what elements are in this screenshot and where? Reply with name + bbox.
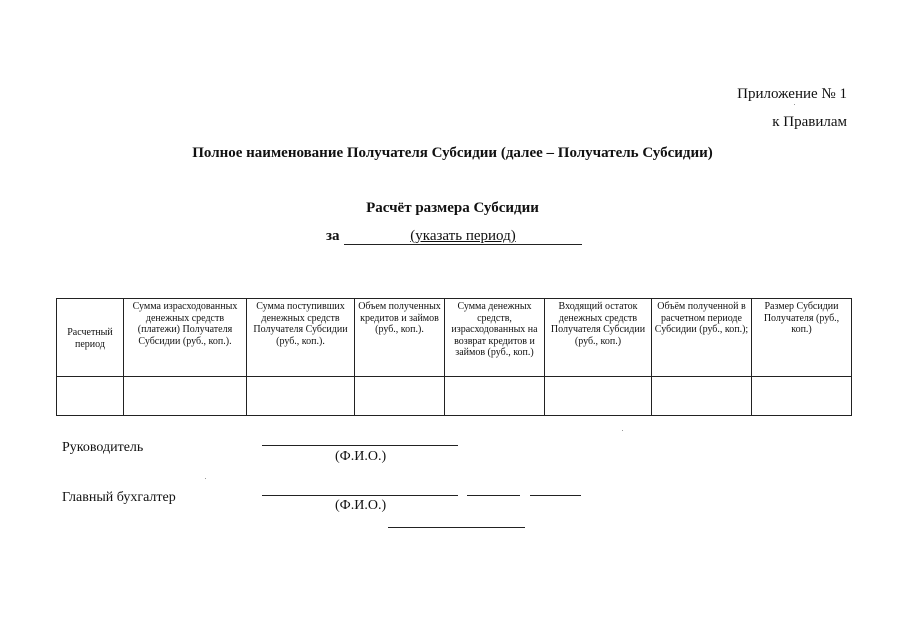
table-cell[interactable]	[124, 377, 247, 416]
appendix-number: Приложение № 1	[737, 86, 847, 102]
scan-speck	[622, 430, 623, 431]
head-name-caption: (Ф.И.О.)	[335, 449, 387, 464]
header-received-funds: Сумма поступивших денежных средств Получателя Субсидии (руб., коп.).	[247, 299, 355, 377]
accountant-signature-line-2[interactable]	[467, 495, 520, 496]
header-opening-balance: Входящий остаток денежных средств Получателя Субсидии (руб., коп.)	[545, 299, 652, 377]
table-row	[57, 377, 852, 416]
scan-speck	[205, 478, 206, 479]
header-settlement-period: Расчетный период	[57, 299, 124, 377]
accountant-name-caption: (Ф.И.О.)	[335, 498, 387, 513]
header-spent-funds: Сумма израсходованных денежных средств (платежи) Получателя Субсидии (руб., коп.).	[124, 299, 247, 377]
table-cell[interactable]	[445, 377, 545, 416]
period-field[interactable]	[344, 228, 582, 245]
header-subsidy-received: Объём полученной в расчетном периоде Субсидии (руб., коп.);	[652, 299, 752, 377]
table-header-row	[57, 299, 852, 377]
head-signature-line[interactable]	[262, 445, 458, 446]
period-hint: (указать период)	[410, 228, 516, 244]
accountant-signature-line[interactable]	[262, 495, 458, 496]
table-cell[interactable]	[57, 377, 124, 416]
accountant-signature-line-3[interactable]	[530, 495, 581, 496]
period-prefix: за	[326, 228, 340, 244]
period-line	[326, 228, 586, 250]
table-cell[interactable]	[355, 377, 445, 416]
calculation-title: Расчёт размера Субсидии	[366, 200, 539, 216]
header-loans-received: Объем полученных кредитов и займов (руб., коп.).	[355, 299, 445, 377]
recipient-name-heading: Полное наименование Получателя Субсидии (далее – Получатель Субсидии)	[192, 145, 713, 161]
table-cell[interactable]	[652, 377, 752, 416]
subsidy-calculation-table	[56, 298, 852, 416]
table-cell[interactable]	[545, 377, 652, 416]
header-subsidy-amount: Размер Субсидии Получателя (руб., коп.)	[752, 299, 852, 377]
extra-signature-line[interactable]	[388, 527, 525, 528]
scan-speck	[794, 104, 795, 105]
rules-reference: к Правилам	[772, 114, 847, 130]
table-cell[interactable]	[752, 377, 852, 416]
header-loan-repayment: Сумма денежных средств, израсходованных на возврат кредитов и займов (руб., коп.)	[445, 299, 545, 377]
table-cell[interactable]	[247, 377, 355, 416]
accountant-label: Главный бухгалтер	[62, 490, 176, 505]
head-label: Руководитель	[62, 440, 144, 455]
